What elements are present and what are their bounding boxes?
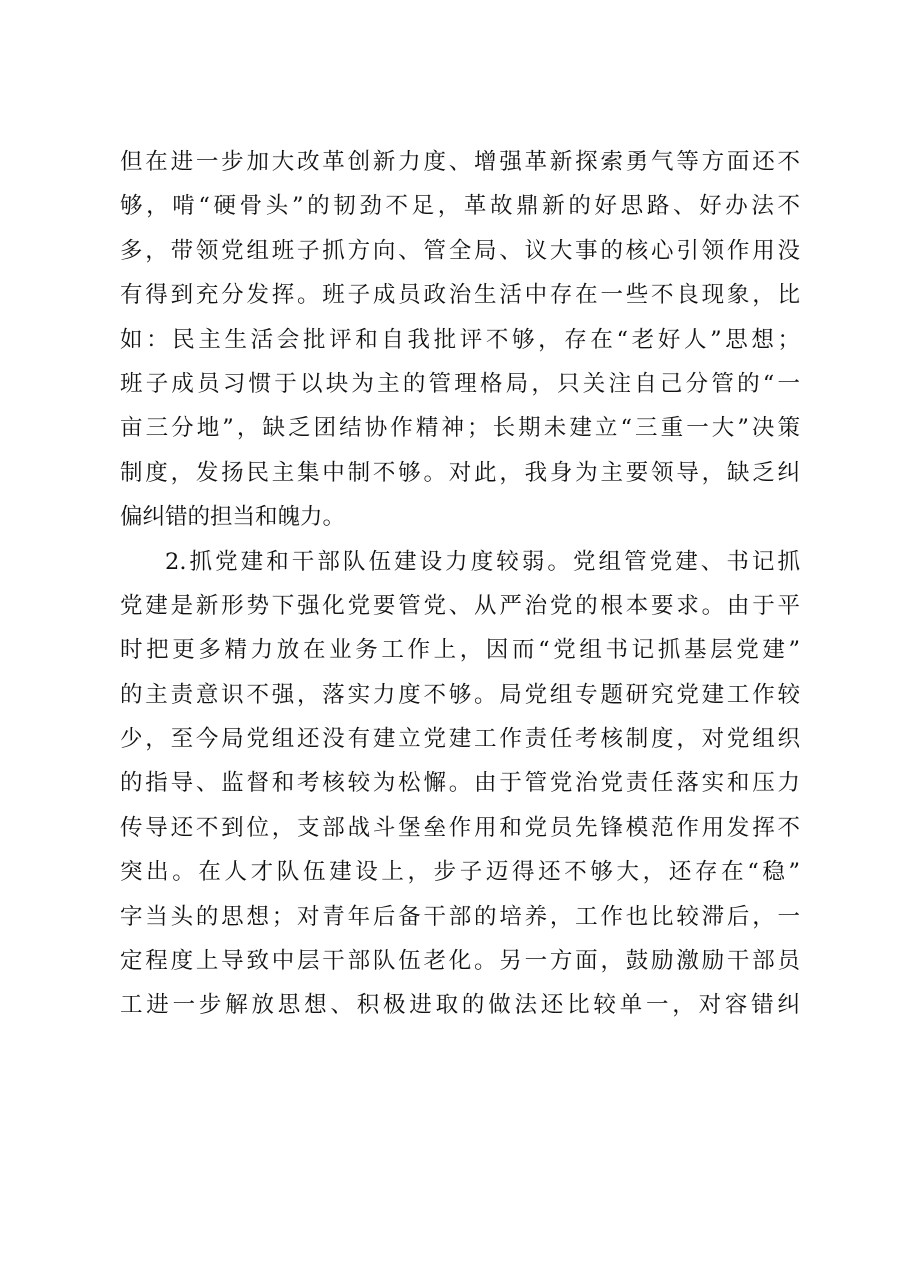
text-line: 制度，发扬民主集中制不够。对此，我身为主要领导，缺乏纠 [120, 459, 800, 486]
text-line: 时把更多精力放在业务工作上，因而“党组书记抓基层党建” [120, 637, 800, 664]
section-heading-line: 2.抓党建和干部队伍建设力度较弱。党组管党建、书记抓 [165, 548, 800, 575]
text-line: 有得到充分发挥。班子成员政治生活中存在一些不良现象，比 [120, 282, 800, 309]
text-line: 的主责意识不强，落实力度不够。局党组专题研究党建工作较 [120, 681, 800, 708]
text-line: 如：民主生活会批评和自我批评不够，存在“老好人”思想； [120, 326, 800, 353]
text-line: 亩三分地”，缺乏团结协作精神；长期未建立“三重一大”决策 [120, 415, 800, 442]
text-line: 传导还不到位，支部战斗堡垒作用和党员先锋模范作用发挥不 [120, 814, 800, 841]
text-line: 偏纠错的担当和魄力。 [120, 504, 346, 531]
text-line: 多，带领党组班子抓方向、管全局、议大事的核心引领作用没 [120, 237, 800, 264]
text-line: 够，啃“硬骨头”的韧劲不足，革故鼎新的好思路、好办法不 [120, 193, 800, 220]
text-line: 定程度上导致中层干部队伍老化。另一方面，鼓励激励干部员 [120, 948, 800, 975]
text-line: 的指导、监督和考核较为松懈。由于管党治党责任落实和压力 [120, 770, 800, 797]
text-line: 字当头的思想；对青年后备干部的培养，工作也比较滞后，一 [120, 903, 800, 930]
text-line: 但在进一步加大改革创新力度、增强革新探索勇气等方面还不 [120, 149, 800, 175]
text-line: 工进一步解放思想、积极进取的做法还比较单一，对容错纠 [120, 992, 800, 1019]
body-text [120, 140, 800, 1028]
text-line: 班子成员习惯于以块为主的管理格局，只关注自己分管的“一 [120, 370, 800, 397]
text-line: 党建是新形势下强化党要管党、从严治党的根本要求。由于平 [120, 592, 800, 619]
text-line: 突出。在人才队伍建设上，步子迈得还不够大，还存在“稳” [120, 859, 800, 886]
text-line: 少，至今局党组还没有建立党建工作责任考核制度，对党组织 [120, 726, 800, 753]
